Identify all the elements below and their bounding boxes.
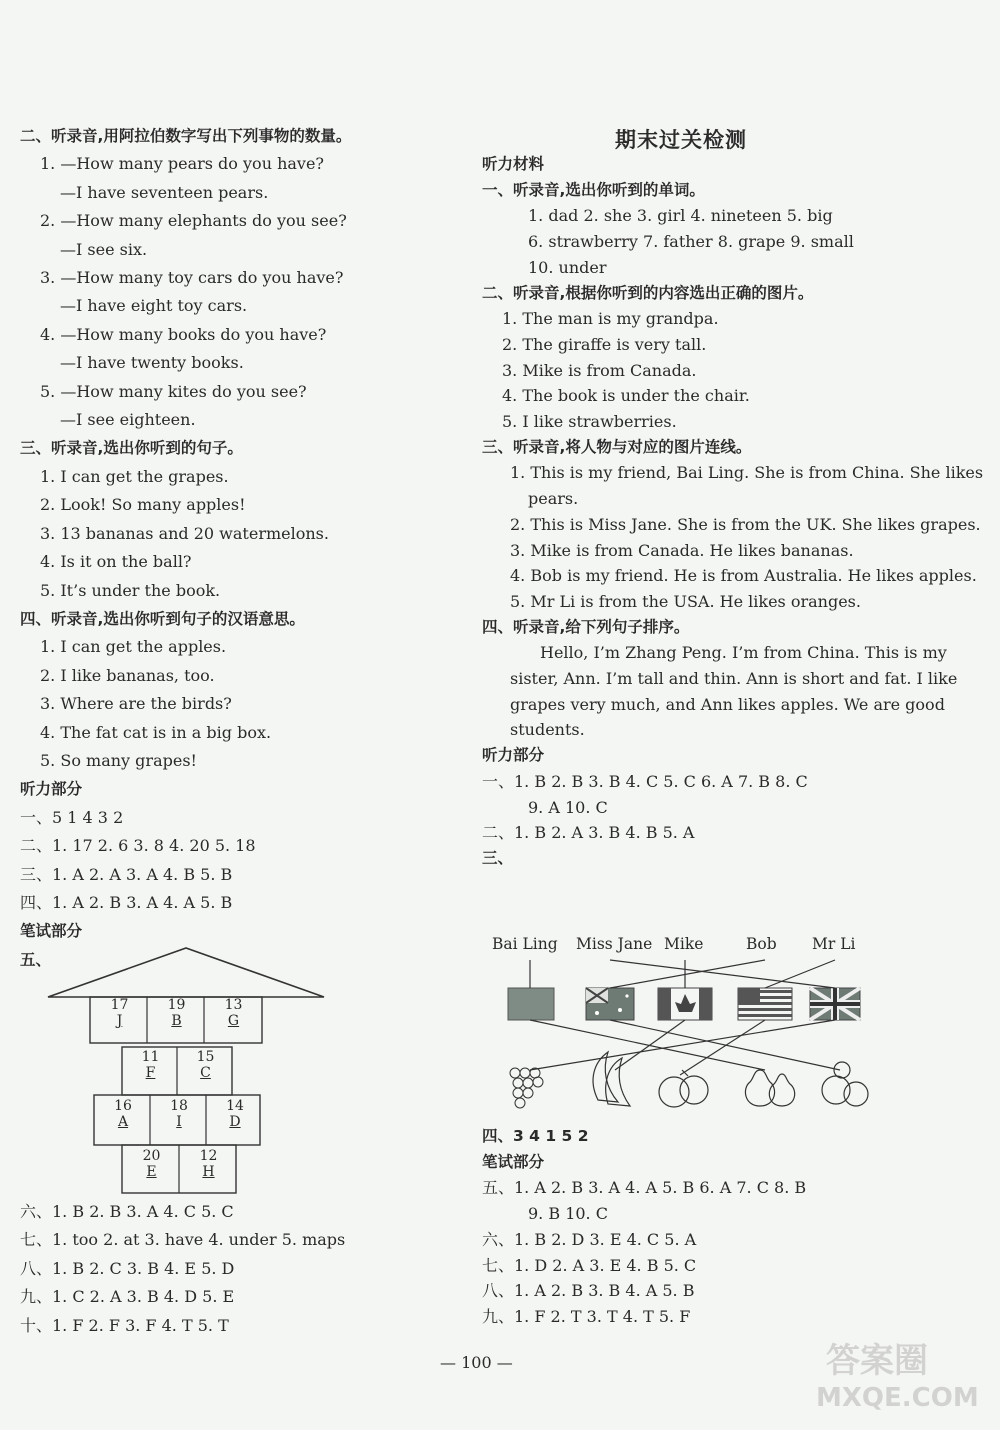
text-line: 3. Mike is from Canada.	[502, 360, 697, 380]
text-line: 十、1. F 2. F 3. F 4. T 5. T	[20, 1315, 229, 1335]
text-line: 二、1. 17 2. 6 3. 8 4. 20 5. 18	[20, 836, 256, 856]
text-line: 二、1. B 2. A 3. B 4. B 5. A	[482, 823, 695, 843]
watermark-url: MXQE.COM	[816, 1383, 979, 1413]
text-line: 5. Mr Li is from the USA. He likes oranges.	[510, 591, 861, 611]
page-number: — 100 —	[440, 1353, 513, 1372]
text-line: 4. —How many books do you have?	[40, 324, 327, 344]
section-heading: 四、听录音,选出你听到句子的汉语意思。	[20, 609, 305, 628]
cell-letter: A	[117, 1114, 129, 1130]
cell-number: 20	[142, 1148, 161, 1164]
left-written-answers	[20, 1198, 470, 1340]
usa-flag-icon	[738, 988, 792, 1020]
text-line: 3. Mike is from Canada. He likes bananas.	[510, 540, 854, 560]
text-line: 4. The book is under the chair.	[502, 386, 750, 406]
section-heading: 三、	[482, 848, 514, 867]
section-heading: 二、听录音,用阿拉伯数字写出下列事物的数量。	[20, 127, 352, 145]
text-line: 1. I can get the apples.	[40, 637, 227, 657]
cell-number: 19	[167, 997, 186, 1013]
text-line: 八、1. A 2. B 3. B 4. A 5. B	[482, 1281, 695, 1301]
text-line: 九、1. C 2. A 3. B 4. D 5. E	[20, 1287, 235, 1307]
text-line: 4. The fat cat is in a big box.	[40, 722, 272, 742]
text-line: 5. I like strawberries.	[502, 412, 677, 432]
bananas-icon	[593, 1052, 630, 1106]
section-heading: 笔试部分	[20, 922, 83, 941]
text-line: 三、1. A 2. A 3. A 4. B 5. B	[20, 864, 233, 884]
text-line: 1. The man is my grandpa.	[502, 309, 719, 329]
china-flag-icon	[508, 988, 554, 1020]
section-heading: 听力部分	[20, 780, 83, 799]
text-line: 5. It’s under the book.	[40, 580, 221, 600]
text-line: —I have twenty books.	[60, 353, 244, 373]
text-line: 4. Is it on the ball?	[40, 552, 192, 572]
section-heading: 二、听录音,根据你听到的内容选出正确的图片。	[482, 283, 814, 302]
matching-name: Miss Jane	[576, 935, 653, 953]
grapes-icon	[510, 1068, 543, 1108]
text-line: 10. under	[528, 257, 607, 277]
text-line: 2. —How many elephants do you see?	[40, 211, 347, 231]
cell-number: 16	[114, 1098, 132, 1114]
uk-flag-icon	[810, 988, 860, 1020]
text-line: 2. I like bananas, too.	[40, 665, 215, 685]
house-cell	[96, 1098, 150, 1130]
text-line: 1. —How many pears do you have?	[40, 154, 325, 174]
section-heading: 笔试部分	[482, 1152, 545, 1171]
text-line: 六、1. B 2. B 3. A 4. C 5. C	[20, 1202, 234, 1221]
cell-number: 17	[110, 997, 129, 1013]
house-cell	[92, 997, 147, 1029]
house-cell	[124, 1148, 179, 1180]
oranges-icon	[659, 1070, 708, 1107]
section-heading: 三、听录音,选出你听到的句子。	[20, 439, 243, 458]
pears-icon	[745, 1070, 794, 1106]
cell-letter: J	[116, 1013, 123, 1029]
text-line: 七、1. D 2. A 3. E 4. B 5. C	[482, 1255, 697, 1275]
text-line: 1. I can get the grapes.	[40, 466, 229, 486]
text-line: 5. —How many kites do you see?	[40, 381, 307, 401]
section-heading: 四、3 4 1 5 2	[482, 1127, 589, 1145]
right-written-answers	[482, 1124, 987, 1330]
text-line: 2. Look! So many apples!	[40, 495, 246, 515]
cell-number: 12	[199, 1148, 218, 1164]
text-line: —I have eight toy cars.	[60, 296, 248, 316]
house-cell	[208, 1098, 262, 1130]
house-cell	[149, 997, 204, 1029]
text-line: 4. Bob is my friend. He is from Australia. He likes apples.	[510, 566, 977, 586]
text-line: 四、1. A 2. B 3. A 4. A 5. B	[20, 892, 233, 912]
watermark-cn: 答案圈	[826, 1341, 928, 1381]
text-line: —I see eighteen.	[60, 410, 196, 430]
cell-letter: E	[146, 1164, 157, 1180]
text-line: Hello, I’m Zhang Peng. I’m from China. This is my sister, Ann. I’m tall and thin. Ann is short and fat. I like grapes very much, and Ann likes apples. We are good students.	[510, 643, 958, 740]
house-cell	[124, 1049, 177, 1081]
text-line: 3. 13 bananas and 20 watermelons.	[40, 523, 329, 543]
text-line: 9. A 10. C	[528, 797, 608, 817]
text-line: 七、1. too 2. at 3. have 4. under 5. maps	[20, 1230, 346, 1250]
text-line: 一、1. B 2. B 3. B 4. C 5. C 6. A 7. B 8. C	[482, 771, 808, 791]
left-listening-text	[20, 122, 470, 974]
apples-icon	[822, 1062, 868, 1106]
matching-name: Bai Ling	[492, 935, 558, 953]
cell-number: 18	[170, 1098, 188, 1114]
section-heading: 一、听录音,选出你听到的单词。	[482, 180, 705, 199]
left-column	[20, 122, 470, 974]
watermark-logo	[808, 1333, 988, 1418]
text-line: 1. This is my friend, Bai Ling. She is from China. She likes pears.	[510, 463, 984, 509]
matching-name: Mr Li	[812, 935, 856, 953]
section-heading: 五、	[20, 950, 52, 969]
house-cell	[181, 1148, 236, 1180]
text-line: —I see six.	[60, 239, 148, 259]
cell-letter: B	[171, 1013, 182, 1029]
text-line: 3. Where are the birds?	[40, 694, 232, 714]
house-cell	[206, 997, 261, 1029]
matching-diagram	[490, 930, 880, 1125]
house-cell	[179, 1049, 232, 1081]
canada-flag-icon	[658, 988, 712, 1020]
text-line: 5. So many grapes!	[40, 750, 197, 770]
matching-name: Mike	[664, 935, 704, 953]
australia-flag-icon	[586, 988, 634, 1020]
cell-letter: G	[227, 1013, 240, 1029]
page-title: 期末过关检测	[615, 128, 747, 152]
text-line: 2. This is Miss Jane. She is from the UK. She likes grapes.	[510, 514, 981, 534]
text-line: 六、1. B 2. D 3. E 4. C 5. A	[482, 1229, 697, 1249]
section-heading: 三、听录音,将人物与对应的图片连线。	[482, 437, 752, 456]
text-line: —I have seventeen pears.	[60, 182, 269, 202]
text-line: 一、5 1 4 3 2	[20, 807, 124, 827]
text-line: 八、1. B 2. C 3. B 4. E 5. D	[20, 1258, 235, 1278]
text-line: 1. dad 2. she 3. girl 4. nineteen 5. big	[528, 206, 833, 226]
text-line: 9. B 10. C	[528, 1204, 608, 1224]
cell-number: 14	[226, 1098, 244, 1114]
section-heading: 四、听录音,给下列句子排序。	[482, 617, 690, 636]
right-column	[482, 152, 987, 872]
text-line: 五、1. A 2. B 3. A 4. A 5. B 6. A 7. C 8. B	[482, 1178, 807, 1198]
cell-letter: F	[145, 1065, 156, 1081]
cell-letter: D	[229, 1114, 241, 1130]
cell-letter: I	[176, 1114, 182, 1130]
matching-name: Bob	[746, 935, 777, 953]
section-heading: 听力部分	[482, 746, 545, 765]
cell-number: 11	[141, 1049, 160, 1065]
cell-number: 15	[196, 1049, 215, 1065]
text-line: 6. strawberry 7. father 8. grape 9. small	[528, 232, 854, 252]
text-line: 3. —How many toy cars do you have?	[40, 268, 344, 288]
cell-number: 13	[224, 997, 243, 1013]
cell-letter: H	[202, 1164, 215, 1180]
cell-letter: C	[200, 1065, 211, 1081]
text-line: 九、1. F 2. T 3. T 4. T 5. F	[482, 1306, 691, 1326]
text-line: 2. The giraffe is very tall.	[502, 334, 707, 354]
section-heading: 听力材料	[482, 155, 545, 173]
house-cell	[152, 1098, 206, 1130]
